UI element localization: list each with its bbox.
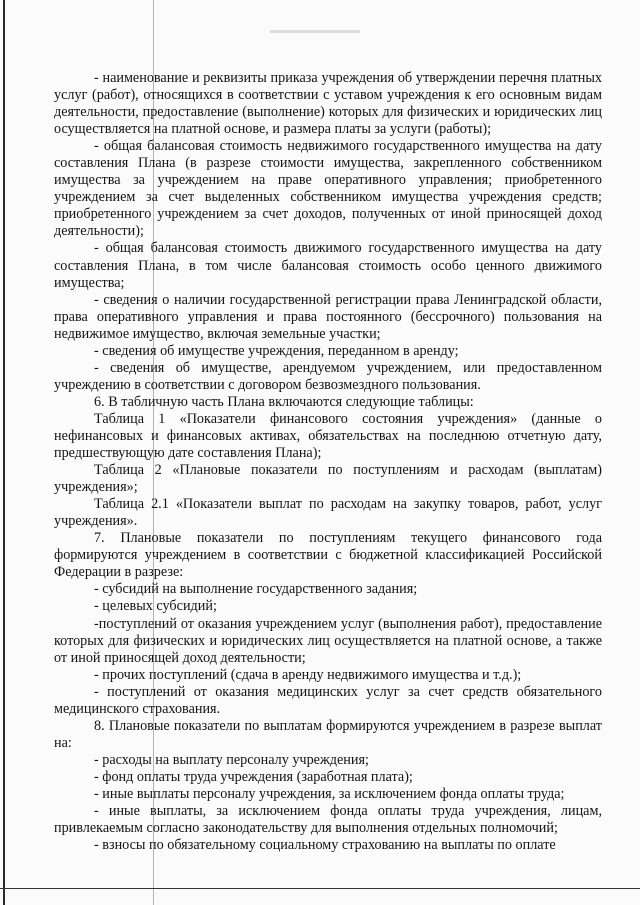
paragraph: - иные выплаты персоналу учреждения, за исключением фонда оплаты труда; [94,785,565,802]
paragraph: Таблица 2 «Плановые показатели по поступлениям и расходам (выплатам) учреждения»; [54,462,602,496]
paragraph: - сведения об имуществе учреждения, переданном в аренду; [94,342,459,359]
paragraph: - сведения о наличии государственной регистрации права Ленинградской области, права оперативного управления и права постоянного (бессрочного) пользования на недвижимое имущество, включая земельные участки; [54,291,602,342]
paragraph: - поступлений от оказания медицинских услуг за счет средств обязательного медицинского страхования. [54,683,602,717]
paragraph: 8. Плановые показатели по выплатам формируются учреждением в разрезе выплат на: [54,717,602,751]
paragraph: - наименование и реквизиты приказа учреждения об утверждении перечня платных услуг (работ), относящихся в соответствии с уставом учреждения к его основным видам деятельности, предоставление (выполнение) которых для физических и юридических лиц осуществляется на платной основе, и размера платы за услуги (работы); [54,70,602,138]
scan-edge [3,0,5,905]
paragraph: - взносы по обязательному социальному страхованию на выплаты по оплате [94,837,556,854]
scan-smudge [270,30,360,33]
paragraph: - общая балансовая стоимость движимого государственного имущества на дату составления Плана, в том числе балансовая стоимость особо ценного движимого имущества; [54,240,602,291]
paragraph: Таблица 2.1 «Показатели выплат по расходам на закупку товаров, работ, услуг учреждения». [54,496,602,530]
paragraph: - субсидий на выполнение государственного задания; [94,581,418,598]
paragraph: - целевых субсидий; [94,598,217,615]
paragraph: - расходы на выплату персоналу учреждения; [94,751,369,768]
paragraph: - общая балансовая стоимость недвижимого государственного имущества на дату составления Плана (в разрезе стоимости имущества, закрепленного собственником имущества за учреждением на праве оперативного управления; приобретенного учреждением за счет выделенных собственником имущества учреждения средств; приобретенного учреждением за счет доходов, полученных от иной приносящей доход деятельности); [54,138,602,240]
paragraph: Таблица 1 «Показатели финансового состояния учреждения» (данные о нефинансовых и финансовых активах, обязательствах на последнюю отчетную дату, предшествующую дате составления Плана); [54,410,602,462]
paragraph: - прочих поступлений (сдача в аренду недвижимого имущества и т.д.); [94,666,522,683]
paragraph: 7. Плановые показатели по поступлениям текущего финансового года формируются учреждением в соответствии с бюджетной классификацией Российской Федерации в разрезе: [54,530,602,581]
document-body [54,70,602,854]
paragraph: - фонд оплаты труда учреждения (заработная плата); [94,768,413,785]
scan-bottom-edge [0,888,640,889]
paragraph: - сведения об имуществе, арендуемом учреждением, или предоставленном учреждению в соответствии с договором безвозмездного пользования. [54,359,602,393]
paragraph: -поступлений от оказания учреждением услуг (выполнения работ), предоставление которых для физических и юридических лиц осуществляется на платной основе, а также от иной приносящей доход деятельности; [54,615,602,666]
paragraph: - иные выплаты, за исключением фонда оплаты труда учреждения, лицам, привлекаемым согласно законодательству для выполнения отдельных полномочий; [54,803,602,837]
paragraph: 6. В табличную часть Плана включаются следующие таблицы: [94,393,474,410]
